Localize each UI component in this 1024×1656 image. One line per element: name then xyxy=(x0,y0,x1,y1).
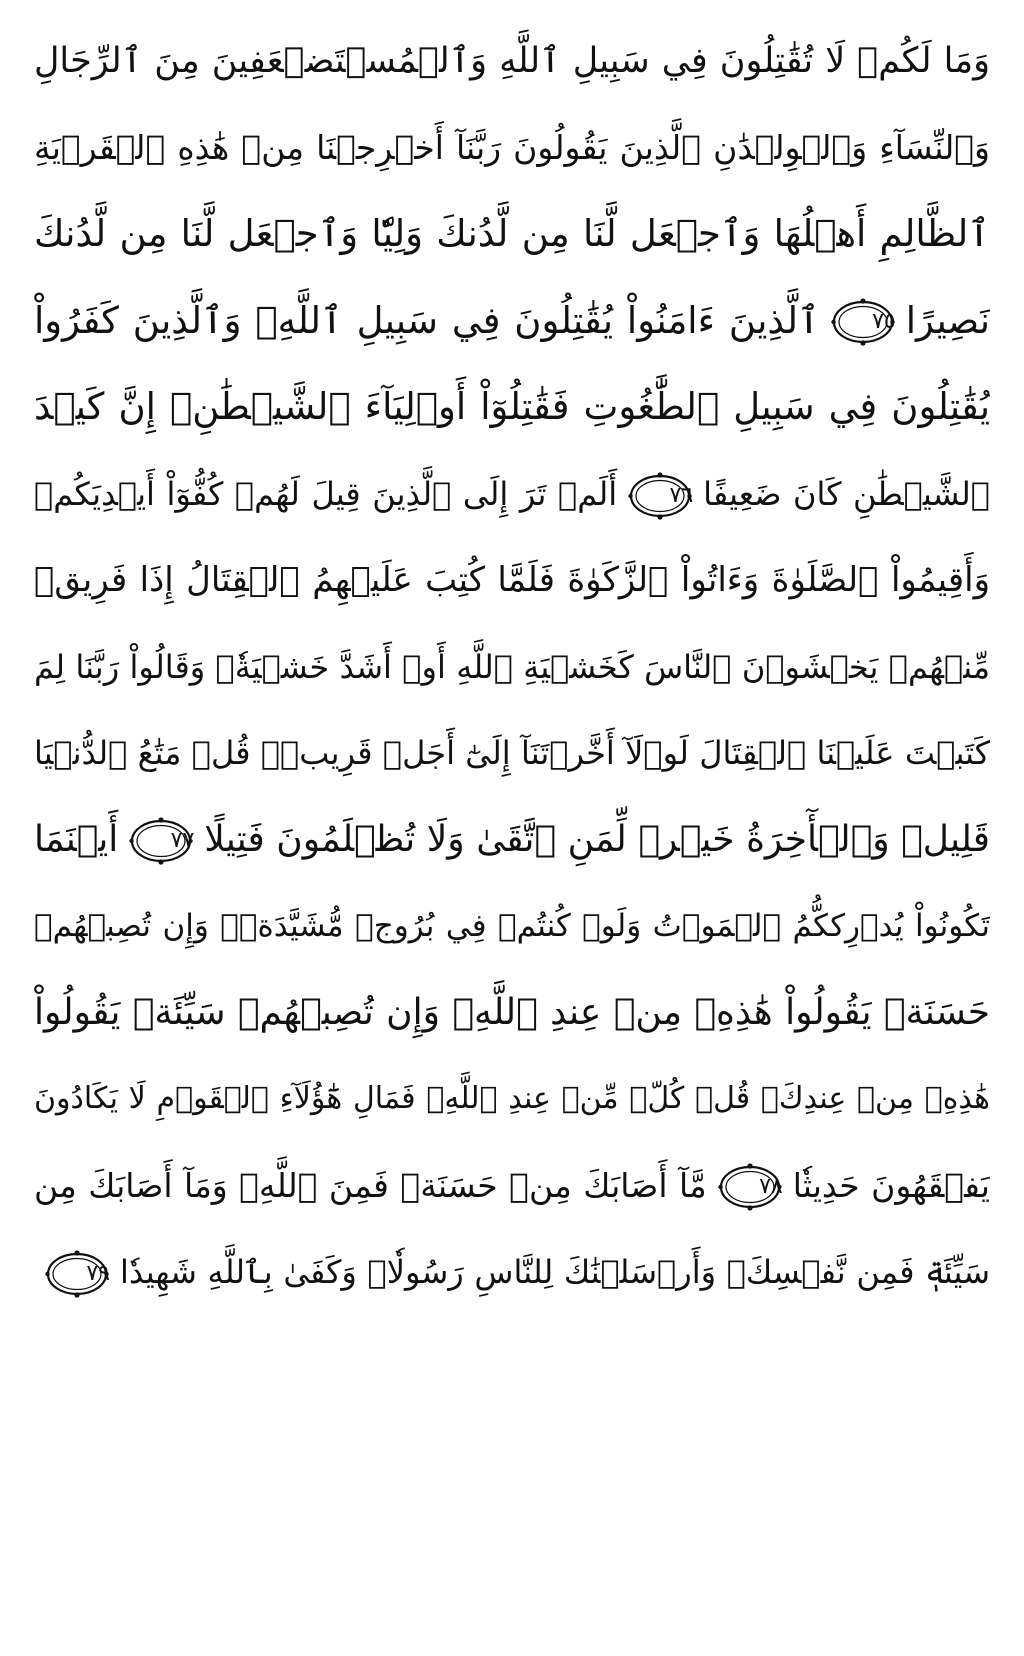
line-text: وَأَقِيمُواْ ٱلصَّلَوٰةَ وَءَاتُواْ ٱلزَّكَوٰةَ فَلَمَّا كُتِبَ عَلَيۡهِمُ ٱلۡقِتَالُ إِذَا فَرِيقٞ xyxy=(34,560,990,600)
line-text: تَكُونُواْ يُدۡرِككُّمُ ٱلۡمَوۡتُ وَلَوۡ كُنتُمۡ فِي بُرُوجٖ مُّشَيَّدَةٖۗ وَإِن تُصِبۡهُمۡ xyxy=(34,908,990,944)
ayah-number: ٧٦ xyxy=(669,482,694,508)
line-text: كَتَبۡتَ عَلَيۡنَا ٱلۡقِتَالَ لَوۡلَآ أَخَّرۡتَنَآ إِلَىٰٓ أَجَلٖ قَرِيبٖۗ قُلۡ مَتَٰعُ ٱلدُّنۡيَا xyxy=(34,734,990,772)
text-line-3 xyxy=(34,191,990,278)
line-text: وَٱلنِّسَآءِ وَٱلۡوِلۡدَٰنِ ٱلَّذِينَ يَقُولُونَ رَبَّنَآ أَخۡرِجۡنَا مِنۡ هَٰذِهِ ٱلۡقَرۡيَةِ xyxy=(34,127,990,167)
ayah-end-marker xyxy=(717,1162,783,1212)
line-text: وَمَا لَكُمۡ لَا تُقَٰتِلُونَ فِي سَبِيلِ ٱللَّهِ وَٱلۡمُسۡتَضۡعَفِينَ مِنَ ٱلرِّجَالِ xyxy=(34,41,990,81)
text-line-12 xyxy=(34,970,990,1057)
text-line-4 xyxy=(34,278,990,365)
ayah-number: ٧٧ xyxy=(170,827,195,853)
text-line-15 xyxy=(34,1229,990,1316)
ayah-number: ٧٥ xyxy=(872,309,896,334)
ayah-end-marker xyxy=(830,297,896,347)
line-text: حَسَنَةٞ يَقُولُواْ هَٰذِهِۦ مِنۡ عِندِ ٱللَّهِۖ وَإِن تُصِبۡهُمۡ سَيِّئَةٞ يَقُولُواْ xyxy=(34,991,990,1033)
line-text: سَيِّئَةٖ فَمِن نَّفۡسِكَۚ وَأَرۡسَلۡنَٰكَ لِلنَّاسِ رَسُولٗاۚ وَكَفَىٰ بِٱللَّهِ شَهِيدٗا xyxy=(120,1253,990,1291)
line-text: مَّآ أَصَابَكَ مِنۡ حَسَنَةٖ فَمِنَ ٱللَّهِۖ وَمَآ أَصَابَكَ مِن xyxy=(34,1165,707,1205)
line-text: يَفۡقَهُونَ حَدِيثٗا xyxy=(792,1165,990,1205)
text-line-11 xyxy=(34,883,990,970)
line-text: نَصِيرًا xyxy=(905,298,990,342)
ayah-end-marker xyxy=(128,816,194,866)
line-text: يُقَٰتِلُونَ فِي سَبِيلِ ٱلطَّٰغُوتِ فَقَٰتِلُوٓاْ أَوۡلِيَآءَ ٱلشَّيۡطَٰنِۖ إِنَّ كَيۡدَ xyxy=(34,385,990,428)
line-text: هَٰذِهِۦ مِنۡ عِندِكَۚ قُلۡ كُلّٞ مِّنۡ عِندِ ٱللَّهِۖ فَمَالِ هَٰٓؤُلَآءِ ٱلۡقَوۡمِ لَا يَكَادُونَ xyxy=(34,1081,990,1116)
text-line-1 xyxy=(34,18,990,105)
line-text: قَلِيلٞ وَٱلۡأٓخِرَةُ خَيۡرٞ لِّمَنِ ٱتَّقَىٰ وَلَا تُظۡلَمُونَ فَتِيلًا xyxy=(204,818,990,860)
text-line-7 xyxy=(34,537,990,624)
ayah-end-marker xyxy=(627,471,693,521)
line-text: أَيۡنَمَا xyxy=(34,818,119,860)
text-line-2 xyxy=(34,105,990,192)
text-line-14 xyxy=(34,1143,990,1230)
line-text: ٱلظَّالِمِ أَهۡلُهَا وَٱجۡعَل لَّنَا مِن لَّدُنكَ وَلِيّٗا وَٱجۡعَل لَّنَا مِن لَّدُنكَ xyxy=(34,212,990,255)
text-line-10 xyxy=(34,797,990,884)
ayah-end-marker xyxy=(44,1249,110,1299)
text-line-5 xyxy=(34,364,990,451)
text-line-6 xyxy=(34,451,990,538)
line-text: ٱلشَّيۡطَٰنِ كَانَ ضَعِيفًا xyxy=(703,474,990,513)
line-text: ٱلَّذِينَ ءَامَنُواْ يُقَٰتِلُونَ فِي سَبِيلِ ٱللَّهِۖ وَٱلَّذِينَ كَفَرُواْ xyxy=(34,298,820,342)
text-line-9 xyxy=(34,710,990,797)
text-line-8 xyxy=(34,624,990,711)
line-text: مِّنۡهُمۡ يَخۡشَوۡنَ ٱلنَّاسَ كَخَشۡيَةِ ٱللَّهِ أَوۡ أَشَدَّ خَشۡيَةٗۚ وَقَالُواْ رَبَّنَا لِمَ xyxy=(34,647,990,686)
text-line-13 xyxy=(34,1056,990,1143)
ayah-number: ٧٩ xyxy=(86,1261,110,1286)
ayah-number: ٧٨ xyxy=(759,1174,783,1199)
line-text: أَلَمۡ تَرَ إِلَى ٱلَّذِينَ قِيلَ لَهُمۡ كُفُّوٓاْ أَيۡدِيَكُمۡ xyxy=(34,474,618,513)
